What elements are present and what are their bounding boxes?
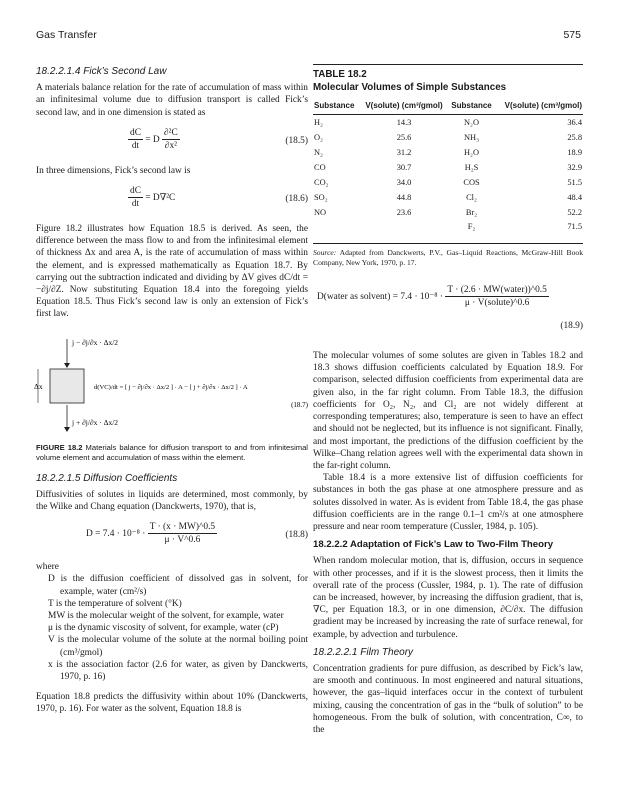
fig-equation-number: (18.7) xyxy=(291,400,308,409)
table-cell xyxy=(360,220,448,235)
table-row xyxy=(313,145,583,160)
table-cell: NO xyxy=(314,207,327,217)
source-text: Adapted from Danckwerts, P.V., Gas–Liquid Reactions, McGraw-Hill Book Company, New York, 1970, p. 17. xyxy=(313,248,583,268)
equation-18-8 xyxy=(36,519,308,555)
section-heading-ficks-second-law: 18.2.2.1.4 Fick’s Second Law xyxy=(36,66,167,77)
equation-number: (18.5) xyxy=(285,135,308,146)
table-cell: 31.2 xyxy=(396,147,412,157)
variable-definitions xyxy=(48,573,308,683)
running-title: Gas Transfer xyxy=(36,29,97,41)
arrow-head xyxy=(64,427,70,432)
fig-equation: d(VC)/dt = [ j − ∂j/∂x · Δx/2 ] · A − [ j + ∂j/∂x · Δx/2 ] · A xyxy=(94,383,248,391)
eq-denominator: ∂x² xyxy=(164,141,177,152)
table-cell xyxy=(313,220,360,235)
table-title: Molecular Volumes of Simple Substances xyxy=(313,82,507,93)
equation-number: (18.8) xyxy=(285,530,308,541)
source-label: Source: xyxy=(313,248,337,258)
table-cell: SO₂ xyxy=(314,192,328,202)
table-source xyxy=(313,243,583,268)
eq-lhs: D(water as solvent) = 7.4 · 10⁻⁸ · xyxy=(317,291,443,302)
eq-denominator: dt xyxy=(131,199,140,210)
paragraph: Figure 18.2 illustrates how Equation 18.5 is derived. As seen, the difference between the mass flow to and from the infinitesimal element of thickness Δx and area A, is the rate of accumulation of mass within the element, and is expressed mathematically as Equation 18.7. By carrying out the subtraction indicated and dividing by ΔV gives dC/dt = −∂j/∂Z. Now substituting Equation 18.4 into the foregoing yields Equation 18.5. Thus Fick’s second law is only an extension of Fick’s first law. xyxy=(36,224,308,320)
table-cell: O₂ xyxy=(314,132,323,142)
figure-18-2 xyxy=(36,329,308,439)
table-header: Substance xyxy=(313,98,360,115)
volume-element xyxy=(50,369,84,403)
eq-denominator: μ · V(solute)^0.6 xyxy=(464,298,530,309)
paragraph: Diffusivities of solutes in liquids are determined, most commonly, by the Wilke and Chang equation (Danckwerts, 1970), that is, xyxy=(36,489,308,513)
table-cell: Cl₂ xyxy=(466,192,477,202)
table-cell: H₂O xyxy=(464,147,480,157)
table-header: V(solute) (cm³/gmol) xyxy=(360,98,448,115)
paragraph: Table 18.4 is a more extensive list of diffusion coefficients for substances in both the gas phase at one atmosphere pressure and as solutes dissolved in water. As is evident from Table 18.4, the gas phase diffusion coefficients are in the range 0.1–1 cm²/s at one atmosphere pressure and near room temperature (Cussler, 1984, p. 105). xyxy=(313,473,583,532)
table-row xyxy=(313,190,583,205)
definition-item: MW is the molecular weight of the solvent, for example, water xyxy=(48,611,284,622)
eq-numerator: T · (2.6 · MW(water))^0.5 xyxy=(445,284,549,297)
materials-balance-diagram xyxy=(36,329,308,439)
equation-number: (18.6) xyxy=(285,194,308,205)
eq-lhs: D = 7.4 · 10⁻⁸ · xyxy=(86,529,146,540)
eq-denominator: μ · V^0.6 xyxy=(164,535,201,546)
eq-numerator: dC xyxy=(128,185,143,198)
paragraph: A materials balance relation for the rate of accumulation of mass within an infinitesimal volume due to diffusion transport is called Fick’s second law, and in one dimension is stated as xyxy=(36,83,308,118)
table-cell: 36.4 xyxy=(567,117,582,127)
table-cell: 14.3 xyxy=(396,117,412,127)
figure-caption-text: Materials balance for diffusion transport to and from infinitesimal volume element and accumulation of mass within the element. xyxy=(36,442,308,462)
definition-item: V is the molecular volume of the solute at the normal boiling point (cm³/gmol) xyxy=(48,635,308,658)
table-cell: 18.9 xyxy=(567,147,582,157)
paragraph: Concentration gradients for pure diffusion, as described by Fick’s law, are smooth and continuous. In most engineered and natural situations, however, the gas–liquid interfaces occur in the context of turbulent mixing, causing the concentration of gas in the “bulk of solution” to be homogeneous. From the bulk of solution, with concentration, C∞, to the xyxy=(313,663,583,735)
table-cell: 32.9 xyxy=(567,162,582,172)
table-row xyxy=(313,160,583,175)
table-row xyxy=(313,175,583,190)
table-cell: CO xyxy=(314,162,326,172)
molecular-volumes-table xyxy=(313,98,583,235)
definition-item: D is the diffusion coefficient of dissolved gas in solvent, for example, water (cm²/s) xyxy=(48,574,308,597)
definition-item: x is the association factor (2.6 for water, as given by Danckwerts, 1970, p. 16) xyxy=(48,659,308,683)
figure-caption-label: FIGURE 18.2 xyxy=(36,442,83,452)
table-cell: COS xyxy=(463,177,480,187)
table-cell: 44.8 xyxy=(396,192,412,202)
fig-label-bottom: j + ∂j/∂x · Δx/2 xyxy=(72,417,119,427)
left-column xyxy=(36,64,308,716)
equation-18-5 xyxy=(36,125,308,159)
paragraph: When random molecular motion, that is, diffusion, occurs in sequence with other processes, and if it is the slowest process, then it limits the overall rate of the process (Cussler, 1984, p. 1). The rate of diffusion can be increased, however, by increasing the diffusion gradient, that is, ∇C, per Equation 18.3, or in one dimension, ∂C/∂x. The diffusion gradient may be increased by increasing the rate of surface renewal, for example, by advection and turbulence. xyxy=(313,556,583,640)
table-header: Substance xyxy=(448,98,495,115)
eq-numerator: ∂²C xyxy=(162,127,180,140)
definition-item: T is the temperature of solvent (°K) xyxy=(48,598,182,609)
equation-18-9 xyxy=(313,280,583,338)
table-cell: 71.5 xyxy=(567,222,582,232)
definition-item: μ is the dynamic viscosity of solvent, for example, water (cP) xyxy=(48,623,279,634)
table-cell: N₂O xyxy=(464,117,480,127)
table-header: V(solute) (cm³/gmol) xyxy=(495,98,583,115)
table-cell: H₂ xyxy=(314,117,323,127)
table-row xyxy=(313,115,583,130)
section-heading-diffusion-coefficients: 18.2.2.1.5 Diffusion Coefficients xyxy=(36,472,178,484)
eq-operator: = D xyxy=(145,134,160,145)
table-cell: 34.0 xyxy=(396,177,412,187)
fig-label-top: j − ∂j/∂x · Δx/2 xyxy=(72,337,119,347)
paragraph: In three dimensions, Fick’s second law is xyxy=(36,165,191,176)
section-heading-two-film-theory: 18.2.2.2 Adaptation of Fick’s Law to Two-Film Theory xyxy=(313,539,554,551)
page-number: 575 xyxy=(563,29,581,41)
table-cell: H₂S xyxy=(464,162,479,172)
eq-numerator: dC xyxy=(128,127,143,140)
table-cell: 30.7 xyxy=(396,162,412,172)
equation-18-6 xyxy=(36,183,308,217)
table-cell: 52.2 xyxy=(567,207,582,217)
table-cell: 51.5 xyxy=(567,177,582,187)
table-cell: NH₃ xyxy=(464,132,480,142)
table-cell: Br₂ xyxy=(465,207,478,217)
table-cell: F₂ xyxy=(467,222,476,232)
where-label: where xyxy=(36,562,59,573)
table-label: TABLE 18.2 xyxy=(313,64,583,81)
eq-rhs: = D∇²C xyxy=(145,192,176,203)
table-cell: 48.4 xyxy=(567,192,582,202)
section-heading-film-theory: 18.2.2.2.1 Film Theory xyxy=(313,646,414,658)
table-row xyxy=(313,205,583,220)
table-cell: 25.8 xyxy=(567,132,582,142)
table-row xyxy=(313,220,583,235)
fig-label-dx: Δx xyxy=(34,381,43,391)
paragraph: Equation 18.8 predicts the diffusivity within about 10% (Danckwerts, 1970, p. 16). For water as the solvent, Equation 18.8 is xyxy=(36,692,308,715)
table-cell: CO₂ xyxy=(314,177,329,187)
table-row xyxy=(313,130,583,145)
equation-number: (18.9) xyxy=(560,321,583,332)
arrow-head xyxy=(64,363,70,368)
paragraph: The molecular volumes of some solutes are given in Tables 18.2 and 18.3 shows diffusion coefficients calculated by Equation 18.9. For comparison, selected diffusion coefficients from experimental data are given also, in the far right column. From Table 18.3, the diffusion coefficients for O₂, N₂, and Cl₂ are not widely different at corresponding temperatures; also, temperature is seen to have an effect and should not be neglected, but its influence is not significant. Finally, and most important, the predictions of the diffusion coefficient by the Wilke–Chang relation agrees well with the experimental data shown in the far-right column. xyxy=(313,351,583,471)
eq-denominator: dt xyxy=(131,141,140,152)
table-cell: N₂ xyxy=(314,147,323,157)
figure-caption xyxy=(36,443,308,463)
eq-numerator: T · (x · MW)^0.5 xyxy=(148,521,217,534)
right-column xyxy=(313,64,583,736)
table-cell: 23.6 xyxy=(396,207,412,217)
table-cell: 25.6 xyxy=(396,132,412,142)
